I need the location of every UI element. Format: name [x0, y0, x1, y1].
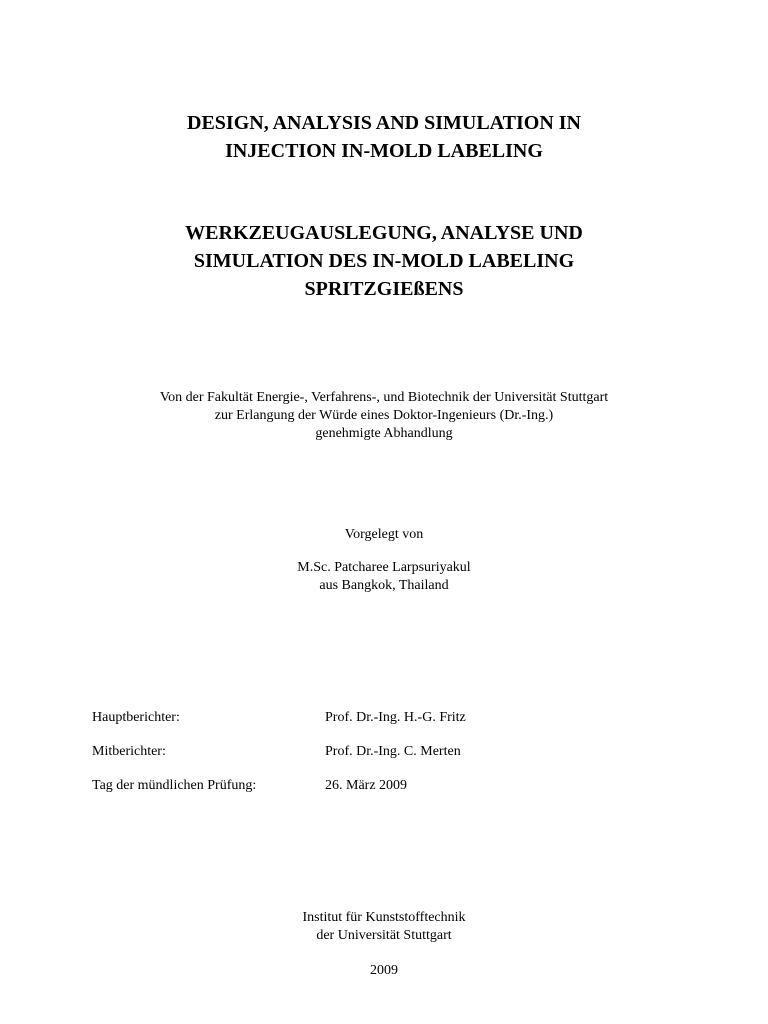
german-title-line-2: SIMULATION DES IN-MOLD LABELING — [193, 250, 575, 272]
main-referee-label: Hauptberichter: — [92, 710, 180, 725]
author-origin: aus Bangkok, Thailand — [319, 578, 449, 593]
german-title-line-1: WERKZEUGAUSLEGUNG, ANALYSE UND — [185, 222, 583, 244]
committee-table — [92, 709, 625, 811]
faculty-line-1: Von der Fakultät Energie-, Verfahrens-, und Biotechnik der Universität Stuttgart — [159, 390, 609, 405]
english-title-line-2: INJECTION IN-MOLD LABELING — [225, 140, 543, 162]
faculty-line-2: zur Erlangung der Würde eines Doktor-Ingenieurs (Dr.-Ing.) — [214, 408, 554, 423]
institute-line-2: der Universität Stuttgart — [316, 928, 452, 943]
committee-row-co-referee — [92, 743, 625, 777]
author-block — [0, 559, 768, 595]
main-referee-value: Prof. Dr.-Ing. H.-G. Fritz — [325, 710, 466, 725]
committee-row-exam-date — [92, 777, 625, 811]
submitted-by: Vorgelegt von — [344, 527, 424, 542]
german-title-line-3: SPRITZGIEßENS — [304, 278, 464, 300]
publication-year: 2009 — [370, 963, 398, 978]
english-title-line-1: DESIGN, ANALYSIS AND SIMULATION IN — [187, 112, 581, 134]
exam-date-label: Tag der mündlichen Prüfung: — [92, 778, 257, 793]
german-title — [0, 219, 768, 303]
co-referee-label: Mitberichter: — [92, 744, 166, 759]
faculty-line-3: genehmigte Abhandlung — [315, 426, 453, 441]
committee-row-main-referee — [92, 709, 625, 743]
institute-block — [0, 909, 768, 945]
author-name: M.Sc. Patcharee Larpsuriyakul — [297, 560, 471, 575]
institute-line-1: Institut für Kunststofftechnik — [302, 910, 466, 925]
co-referee-value: Prof. Dr.-Ing. C. Merten — [325, 744, 461, 759]
faculty-statement — [0, 389, 768, 443]
english-title — [0, 109, 768, 165]
exam-date-value: 26. März 2009 — [325, 778, 408, 793]
